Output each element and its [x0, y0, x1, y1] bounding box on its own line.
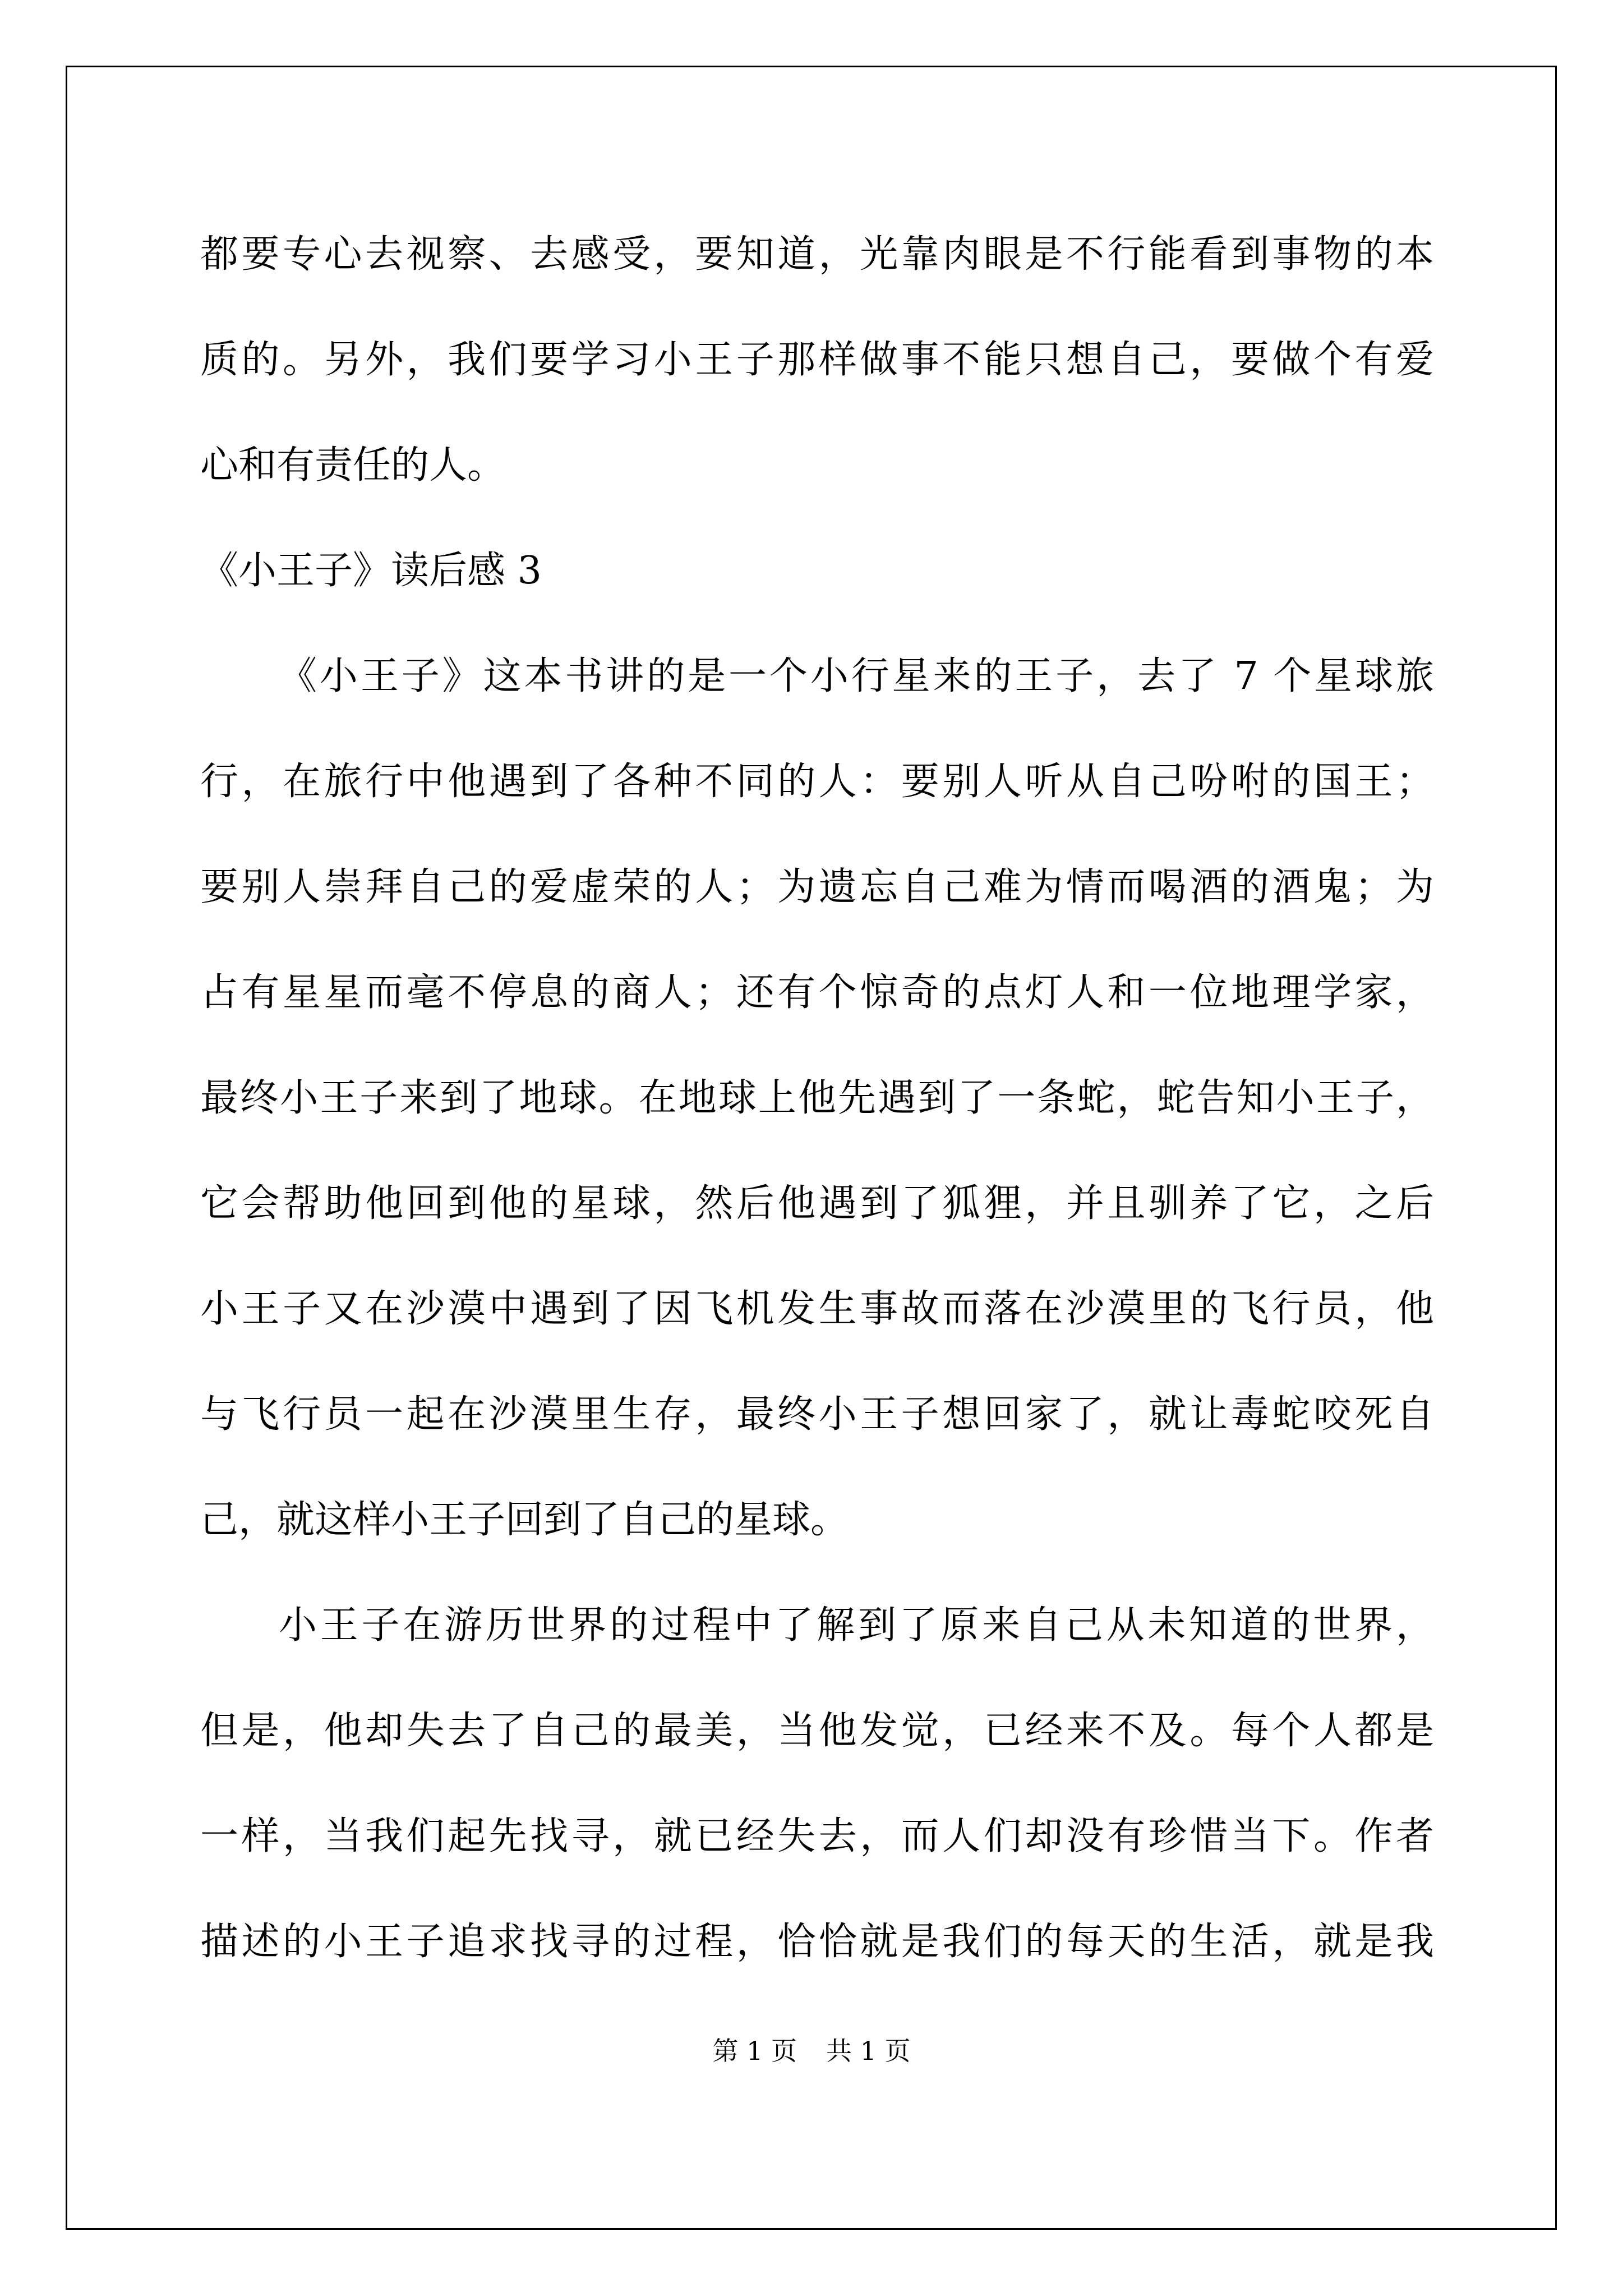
document-body	[200, 202, 1434, 1995]
paragraph-line: 质的。另外，我们要学习小王子那样做事不能只想自己，要做个有爱	[200, 338, 1434, 382]
paragraph-line: 《小王子》这本书讲的是一个小行星来的王子，去了 7 个星球旅	[279, 654, 1434, 698]
paragraph-line: 要别人崇拜自己的爱虚荣的人；为遗忘自己难为情而喝酒的酒鬼；为	[200, 865, 1434, 909]
paragraph-line: 己，就这样小王子回到了自己的星球。	[200, 1498, 849, 1542]
paragraph-line: 占有星星而毫不停息的商人；还有个惊奇的点灯人和一位地理学家，	[200, 970, 1434, 1015]
page-number: 第 1 页	[712, 2036, 797, 2066]
paragraph-line: 描述的小王子追求找寻的过程，恰恰就是我们的每天的生活，就是我	[200, 1920, 1434, 1964]
paragraph-line: 但是，他却失去了自己的最美，当他发觉，已经来不及。每个人都是	[200, 1709, 1434, 1753]
paragraph-line: 都要专心去视察、去感受，要知道，光靠肉眼是不行能看到事物的本	[200, 232, 1434, 277]
paragraph-line: 最终小王子来到了地球。在地球上他先遇到了一条蛇，蛇告知小王子，	[200, 1076, 1434, 1120]
page-total: 共 1 页	[826, 2036, 911, 2066]
paragraph-line: 小王子又在沙漠中遇到了因飞机发生事故而落在沙漠里的飞行员，他	[200, 1287, 1434, 1331]
paragraph-line: 行，在旅行中他遇到了各种不同的人：要别人听从自己吩咐的国王；	[200, 760, 1434, 804]
section-heading: 《小王子》读后感 3	[200, 549, 542, 593]
paragraph-line: 它会帮助他回到他的星球，然后他遇到了狐狸，并且驯养了它，之后	[200, 1181, 1434, 1226]
paragraph-line: 与飞行员一起在沙漠里生存，最终小王子想回家了，就让毒蛇咬死自	[200, 1392, 1434, 1437]
paragraph-line: 心和有责任的人。	[200, 443, 506, 487]
paragraph-line: 小王子在游历世界的过程中了解到了原来自己从未知道的世界，	[279, 1603, 1434, 1648]
paragraph-line: 一样，当我们起先找寻，就已经失去，而人们却没有珍惜当下。作者	[200, 1814, 1434, 1858]
page-footer	[0, 2031, 1623, 2068]
